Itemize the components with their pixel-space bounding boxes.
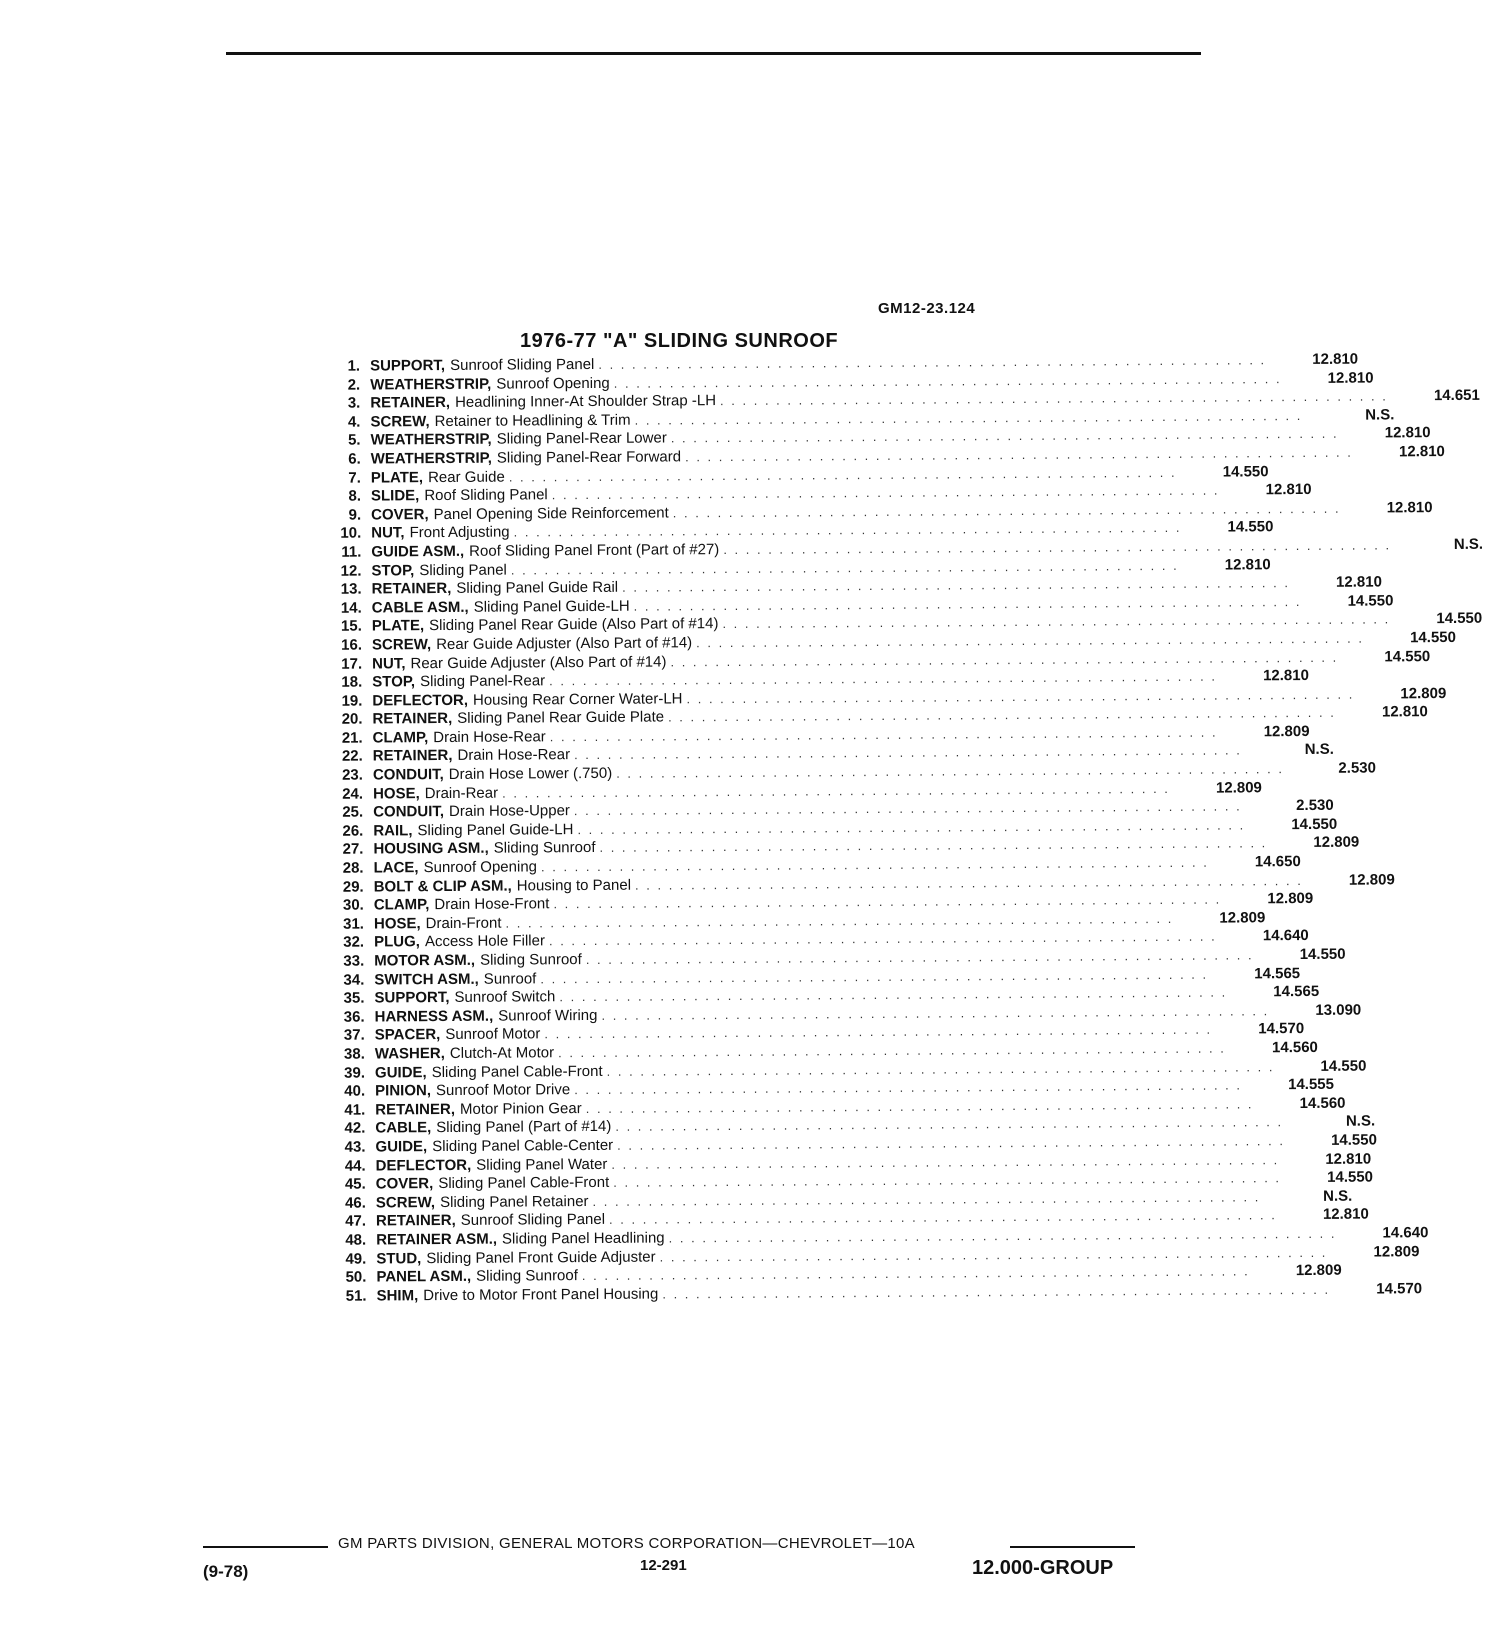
- part-description: Sliding Panel Front Guide Adjuster: [426, 1248, 656, 1267]
- part-description: Sliding Panel Rear Guide Plate: [457, 708, 665, 728]
- part-description: Sunroof Sliding Panel: [460, 1211, 606, 1230]
- part-name: CONDUIT,: [373, 803, 445, 821]
- dot-leader: . . . . . . . . . . . . . . . . . . . . . . . . . . . . . . . . . . . . . . . . . . . . . . . . . . . . . . . . . . . .: [502, 780, 1170, 801]
- dot-leader: . . . . . . . . . . . . . . . . . . . . . . . . . . . . . . . . . . . . . . . . . . . . . . . . . . . . . . . . . . . .: [581, 1263, 1250, 1284]
- part-group-number: 14.550: [1436, 610, 1483, 628]
- part-name: DEFLECTOR,: [375, 1156, 472, 1175]
- part-name: PLATE,: [371, 617, 425, 635]
- part-group-number: 12.810: [1262, 667, 1310, 685]
- part-number: 41.: [344, 1101, 366, 1119]
- part-number: 44.: [344, 1157, 366, 1175]
- part-group-number: 12.809: [1267, 890, 1314, 908]
- part-group-number: 12.809: [1313, 834, 1360, 852]
- part-number: 34.: [343, 971, 365, 989]
- part-name: PINION,: [375, 1082, 432, 1100]
- part-group-number: 14.565: [1273, 983, 1320, 1001]
- dot-leader: . . . . . . . . . . . . . . . . . . . . . . . . . . . . . . . . . . . . . . . . . . . . . . . . . . . . . . . . . . . .: [592, 1189, 1261, 1209]
- part-description: Sliding Panel Cable-Front: [438, 1173, 610, 1193]
- part-name: STUD,: [376, 1249, 422, 1267]
- dot-leader: . . . . . . . . . . . . . . . . . . . . . . . . . . . . . . . . . . . . . . . . . . . . . . . . . . . . . . . . . . . .: [608, 1207, 1277, 1228]
- part-description: Sliding Panel: [419, 561, 507, 579]
- part-description: Sliding Panel Cable-Front: [431, 1062, 603, 1081]
- footer-rule-right: [1010, 1546, 1135, 1548]
- part-description: Housing Rear Corner Water-LH: [472, 690, 683, 709]
- part-group-number: 14.560: [1299, 1094, 1346, 1112]
- part-number: 15.: [340, 617, 362, 636]
- dot-leader: . . . . . . . . . . . . . . . . . . . . . . . . . . . . . . . . . . . . . . . . . . . . . . . . . . . . . . . . . . . .: [667, 705, 1336, 725]
- part-name: SLIDE,: [370, 487, 420, 505]
- part-group-number: 14.640: [1262, 927, 1309, 945]
- part-group-number: 12.809: [1373, 1242, 1420, 1261]
- part-name: PANEL ASM.,: [376, 1267, 472, 1286]
- part-name: LACE,: [373, 859, 419, 877]
- part-description: Panel Opening Side Reinforcement: [433, 504, 669, 523]
- dot-leader: . . . . . . . . . . . . . . . . . . . . . . . . . . . . . . . . . . . . . . . . . . . . . . . . . . . . . . . . . . . .: [548, 929, 1217, 949]
- part-group-number: 14.550: [1330, 1131, 1377, 1149]
- part-name: RETAINER,: [372, 747, 453, 765]
- part-number: 37.: [343, 1026, 365, 1045]
- dot-leader: . . . . . . . . . . . . . . . . . . . . . . . . . . . . . . . . . . . . . . . . . . . . . . . . . . . . . . . . . . . .: [616, 761, 1285, 781]
- part-group-number: N.S.: [1365, 406, 1395, 424]
- dot-leader: . . . . . . . . . . . . . . . . . . . . . . . . . . . . . . . . . . . . . . . . . . . . . . . . . . . . . . . . . . . .: [686, 686, 1355, 706]
- part-name: SUPPORT,: [374, 989, 450, 1007]
- part-group-number: 12.810: [1381, 703, 1428, 721]
- dot-leader: . . . . . . . . . . . . . . . . . . . . . . . . . . . . . . . . . . . . . . . . . . . . . . . . . . . . . . . . . . . .: [551, 482, 1220, 503]
- part-group-number: 12.810: [1265, 481, 1312, 499]
- part-row: [306, 1279, 1423, 1306]
- part-description: Roof Sliding Panel Front (Part of #27): [469, 541, 720, 560]
- part-name: DEFLECTOR,: [372, 691, 469, 710]
- dot-leader: . . . . . . . . . . . . . . . . . . . . . . . . . . . . . . . . . . . . . . . . . . . . . . . . . . . . . . . . . . . .: [622, 575, 1290, 595]
- dot-leader: . . . . . . . . . . . . . . . . . . . . . . . . . . . . . . . . . . . . . . . . . . . . . . . . . . . . . . . . . . . .: [615, 1114, 1284, 1135]
- part-group-number: 12.809: [1295, 1261, 1342, 1280]
- dot-leader: . . . . . . . . . . . . . . . . . . . . . . . . . . . . . . . . . . . . . . . . . . . . . . . . . . . . . . . . . . . .: [559, 984, 1228, 1005]
- part-description: Drive to Motor Front Panel Housing: [423, 1285, 659, 1304]
- part-number: 25.: [342, 803, 364, 821]
- part-group-number: 12.809: [1400, 684, 1447, 703]
- part-name: WEATHERSTRIP,: [370, 431, 492, 449]
- dot-leader: . . . . . . . . . . . . . . . . . . . . . . . . . . . . . . . . . . . . . . . . . . . . . . . . . . . . . . . . . . . .: [544, 1022, 1213, 1042]
- part-name: HOSE,: [373, 914, 421, 933]
- part-number: 46.: [344, 1194, 366, 1212]
- part-name: RETAINER,: [375, 1100, 456, 1119]
- part-name: COVER,: [375, 1175, 434, 1193]
- part-name: COVER,: [371, 505, 429, 524]
- part-group-number: N.S.: [1345, 1112, 1376, 1131]
- part-description: Sliding Panel Guide Rail: [456, 578, 619, 598]
- dot-leader: . . . . . . . . . . . . . . . . . . . . . . . . . . . . . . . . . . . . . . . . . . . . . . . . . . . . . . . . . . . .: [598, 352, 1267, 372]
- part-number: 10.: [340, 524, 362, 543]
- part-name: HARNESS ASM.,: [374, 1007, 494, 1026]
- part-description: Sliding Panel Cable-Center: [432, 1136, 614, 1156]
- part-description: Sliding Panel Guide-LH: [417, 820, 574, 840]
- dot-leader: . . . . . . . . . . . . . . . . . . . . . . . . . . . . . . . . . . . . . . . . . . . . . . . . . . . . . . . . . . . .: [510, 557, 1179, 578]
- dot-leader: . . . . . . . . . . . . . . . . . . . . . . . . . . . . . . . . . . . . . . . . . . . . . . . . . . . . . . . . . . . .: [662, 1281, 1331, 1302]
- part-name: STOP,: [372, 673, 416, 691]
- dot-leader: . . . . . . . . . . . . . . . . . . . . . . . . . . . . . . . . . . . . . . . . . . . . . . . . . . . . . . . . . . . .: [540, 854, 1209, 875]
- part-name: CABLE ASM.,: [371, 598, 469, 617]
- part-name: RETAINER,: [375, 1212, 456, 1230]
- part-number: 21.: [341, 729, 363, 747]
- dot-leader: . . . . . . . . . . . . . . . . . . . . . . . . . . . . . . . . . . . . . . . . . . . . . . . . . . . . . . . . . . . .: [659, 1244, 1328, 1265]
- part-group-number: 2.530: [1338, 759, 1377, 777]
- part-group-number: 14.651: [1433, 386, 1480, 405]
- part-description: Sunroof Opening: [496, 374, 610, 393]
- dot-leader: . . . . . . . . . . . . . . . . . . . . . . . . . . . . . . . . . . . . . . . . . . . . . . . . . . . . . . . . . . . .: [574, 1077, 1243, 1098]
- part-group-number: 14.640: [1382, 1224, 1429, 1242]
- part-name: HOSE,: [372, 784, 420, 803]
- part-group-number: 14.570: [1258, 1020, 1305, 1038]
- part-group-number: 12.809: [1215, 778, 1262, 797]
- dot-leader: . . . . . . . . . . . . . . . . . . . . . . . . . . . . . . . . . . . . . . . . . . . . . . . . . . . . . . . . . . . .: [513, 520, 1182, 540]
- part-group-number: 14.550: [1409, 628, 1457, 647]
- dot-leader: . . . . . . . . . . . . . . . . . . . . . . . . . . . . . . . . . . . . . . . . . . . . . . . . . . . . . . . . . . . .: [585, 947, 1254, 968]
- part-number: 28.: [342, 859, 364, 877]
- part-name: SCREW,: [370, 412, 430, 431]
- part-name: RETAINER,: [370, 394, 451, 412]
- part-number: 23.: [341, 766, 363, 784]
- part-number: 6.: [348, 450, 361, 468]
- part-group-number: 12.810: [1384, 424, 1431, 442]
- dot-leader: . . . . . . . . . . . . . . . . . . . . . . . . . . . . . . . . . . . . . . . . . . . . . . . . . . . . . . . . . . . .: [668, 1225, 1337, 1246]
- part-description: Sliding Sunroof: [493, 839, 596, 858]
- part-name: PLATE,: [370, 468, 424, 487]
- dot-leader: . . . . . . . . . . . . . . . . . . . . . . . . . . . . . . . . . . . . . . . . . . . . . . . . . . . . . . . . . . . .: [670, 426, 1339, 446]
- part-group-number: 12.810: [1398, 442, 1445, 461]
- part-group-number: 14.550: [1227, 518, 1274, 536]
- part-number: 9.: [348, 506, 362, 524]
- part-group-number: 12.809: [1219, 909, 1266, 927]
- dot-leader: . . . . . . . . . . . . . . . . . . . . . . . . . . . . . . . . . . . . . . . . . . . . . . . . . . . . . . . . . . . .: [606, 1058, 1275, 1079]
- part-description: Sliding Panel Retainer: [440, 1192, 589, 1211]
- part-name: BOLT & CLIP ASM.,: [373, 877, 512, 896]
- part-group-number: 12.810: [1325, 1150, 1372, 1168]
- part-group-number: 14.560: [1271, 1038, 1318, 1057]
- dot-leader: . . . . . . . . . . . . . . . . . . . . . . . . . . . . . . . . . . . . . . . . . . . . . . . . . . . . . . . . . . . .: [696, 630, 1365, 651]
- part-name: SWITCH ASM.,: [374, 970, 479, 989]
- dot-leader: . . . . . . . . . . . . . . . . . . . . . . . . . . . . . . . . . . . . . . . . . . . . . . . . . . . . . . . . . . . .: [613, 370, 1282, 391]
- part-name: WEATHERSTRIP,: [370, 375, 492, 394]
- part-name: NUT,: [372, 654, 406, 673]
- part-number: 30.: [342, 896, 364, 914]
- part-description: Drain-Front: [425, 914, 502, 932]
- part-description: Access Hole Filler: [424, 932, 546, 951]
- part-group-number: 12.809: [1263, 722, 1310, 741]
- part-description: Sliding Panel (Part of #14): [436, 1118, 612, 1137]
- part-group-number: 12.809: [1348, 870, 1395, 889]
- part-description: Rear Guide: [428, 468, 505, 486]
- part-number: 12.: [340, 562, 362, 580]
- part-number: 32.: [343, 933, 365, 952]
- part-number: 17.: [341, 655, 363, 673]
- dot-leader: . . . . . . . . . . . . . . . . . . . . . . . . . . . . . . . . . . . . . . . . . . . . . . . . . . . . . . . . . . . .: [613, 1170, 1282, 1190]
- part-number: 22.: [341, 748, 363, 766]
- part-number: 24.: [342, 785, 364, 803]
- part-number: 7.: [348, 469, 361, 487]
- part-description: Rear Guide Adjuster (Also Part of #14): [410, 652, 667, 672]
- part-description: Sunroof Opening: [423, 858, 538, 877]
- dot-leader: . . . . . . . . . . . . . . . . . . . . . . . . . . . . . . . . . . . . . . . . . . . . . . . . . . . . . . . . . . . .: [617, 1133, 1285, 1153]
- page-title: 1976-77 "A" SLIDING SUNROOF: [520, 330, 839, 352]
- part-number: 5.: [348, 431, 361, 450]
- part-group-number: 14.550: [1299, 945, 1346, 964]
- part-name: MOTOR ASM.,: [374, 951, 476, 970]
- part-description: Sliding Panel Headlining: [501, 1229, 665, 1248]
- part-group-number: 14.555: [1288, 1075, 1335, 1094]
- part-number: 45.: [344, 1175, 366, 1193]
- dot-leader: . . . . . . . . . . . . . . . . . . . . . . . . . . . . . . . . . . . . . . . . . . . . . . . . . . . . . . . . . . . .: [599, 835, 1268, 856]
- part-name: PLUG,: [374, 933, 420, 951]
- dot-leader: . . . . . . . . . . . . . . . . . . . . . . . . . . . . . . . . . . . . . . . . . . . . . . . . . . . . . . . . . . . .: [672, 500, 1341, 521]
- part-description: Sunroof Switch: [454, 988, 556, 1007]
- part-name: SCREW,: [371, 635, 432, 654]
- part-description: Housing to Panel: [516, 876, 632, 895]
- part-description: Front Adjusting: [409, 523, 510, 542]
- part-group-number: 12.810: [1224, 555, 1271, 574]
- part-number: 31.: [343, 915, 365, 933]
- part-number: 29.: [342, 878, 364, 896]
- footer-group: 12.000-GROUP: [972, 1557, 1114, 1579]
- dot-leader: . . . . . . . . . . . . . . . . . . . . . . . . . . . . . . . . . . . . . . . . . . . . . . . . . . . . . . . . . . . .: [585, 1096, 1254, 1116]
- dot-leader: . . . . . . . . . . . . . . . . . . . . . . . . . . . . . . . . . . . . . . . . . . . . . . . . . . . . . . . . . . . .: [685, 444, 1353, 465]
- dot-leader: . . . . . . . . . . . . . . . . . . . . . . . . . . . . . . . . . . . . . . . . . . . . . . . . . . . . . . . . . . . .: [553, 891, 1222, 912]
- top-rule: [226, 52, 1201, 55]
- part-number: 16.: [341, 636, 363, 654]
- dot-leader: . . . . . . . . . . . . . . . . . . . . . . . . . . . . . . . . . . . . . . . . . . . . . . . . . . . . . . . . . . . .: [722, 611, 1391, 632]
- part-number: 35.: [343, 989, 365, 1007]
- part-description: Sunroof Wiring: [498, 1006, 598, 1025]
- part-group-number: 13.090: [1315, 1001, 1362, 1019]
- part-description: Rear Guide Adjuster (Also Part of #14): [436, 634, 693, 653]
- part-number: 47.: [345, 1212, 367, 1231]
- dot-leader: . . . . . . . . . . . . . . . . . . . . . . . . . . . . . . . . . . . . . . . . . . . . . . . . . . . . . . . . . . . .: [611, 1151, 1280, 1172]
- part-name: CABLE,: [375, 1119, 432, 1137]
- part-number: 42.: [344, 1119, 366, 1138]
- part-name: SUPPORT,: [369, 356, 446, 375]
- part-description: Sliding Panel-Rear: [420, 672, 546, 691]
- part-number: 4.: [347, 413, 361, 431]
- part-number: 2.: [347, 376, 361, 394]
- part-group-number: 14.550: [1222, 462, 1269, 481]
- part-name: GUIDE,: [374, 1063, 427, 1082]
- part-description: Sliding Panel Water: [476, 1155, 608, 1174]
- part-description: Clutch-At Motor: [449, 1044, 555, 1062]
- part-name: WASHER,: [374, 1044, 445, 1063]
- part-description: Drain-Rear: [424, 784, 499, 802]
- part-group-number: 14.650: [1254, 853, 1301, 871]
- part-number: 43.: [344, 1138, 366, 1156]
- part-number: 8.: [348, 487, 362, 505]
- part-description: Headlining Inner-At Shoulder Strap -LH: [454, 392, 717, 412]
- dot-leader: . . . . . . . . . . . . . . . . . . . . . . . . . . . . . . . . . . . . . . . . . . . . . . . . . . . . . . . . . . . .: [601, 1003, 1270, 1023]
- part-group-number: 14.550: [1384, 647, 1431, 665]
- part-description: Sunroof Motor: [445, 1025, 541, 1044]
- dot-leader: . . . . . . . . . . . . . . . . . . . . . . . . . . . . . . . . . . . . . . . . . . . . . . . . . . . . . . . . . . . .: [723, 537, 1392, 557]
- part-description: Drain Hose-Rear: [433, 728, 546, 746]
- part-group-number: 14.565: [1254, 964, 1301, 982]
- part-description: Motor Pinion Gear: [459, 1099, 582, 1118]
- dot-leader: . . . . . . . . . . . . . . . . . . . . . . . . . . . . . . . . . . . . . . . . . . . . . . . . . . . . . . . . . . . .: [634, 407, 1303, 428]
- part-number: 3.: [347, 394, 361, 412]
- part-number: 20.: [341, 710, 363, 728]
- part-number: 27.: [342, 841, 364, 859]
- part-description: Sliding Panel Guide-LH: [473, 597, 630, 616]
- part-description: Sliding Panel Rear Guide (Also Part of #14): [429, 615, 719, 635]
- page-number: 12-291: [640, 1557, 687, 1574]
- dot-leader: . . . . . . . . . . . . . . . . . . . . . . . . . . . . . . . . . . . . . . . . . . . . . . . . . . . . . . . . . . . .: [558, 1040, 1226, 1061]
- part-description: Sunroof: [483, 969, 537, 988]
- part-number: 51.: [345, 1287, 367, 1305]
- part-name: WEATHERSTRIP,: [370, 449, 492, 468]
- part-description: Drain Hose-Upper: [448, 802, 570, 821]
- part-name: STOP,: [371, 561, 415, 580]
- part-name: RETAINER,: [371, 580, 452, 598]
- part-group-number: N.S.: [1304, 741, 1334, 759]
- part-number: 33.: [343, 952, 365, 970]
- part-name: NUT,: [371, 524, 405, 542]
- dot-leader: . . . . . . . . . . . . . . . . . . . . . . . . . . . . . . . . . . . . . . . . . . . . . . . . . . . . . . . . . . . .: [573, 798, 1242, 819]
- dot-leader: . . . . . . . . . . . . . . . . . . . . . . . . . . . . . . . . . . . . . . . . . . . . . . . . . . . . . . . . . . . .: [505, 910, 1174, 931]
- part-number: 11.: [341, 543, 362, 561]
- part-description: Sliding Panel-Rear Lower: [496, 429, 667, 449]
- part-group-number: 14.550: [1320, 1057, 1367, 1075]
- part-group-number: 12.810: [1312, 350, 1359, 368]
- part-description: Sliding Sunroof: [476, 1267, 578, 1285]
- part-name: GUIDE ASM.,: [371, 542, 465, 561]
- part-name: RETAINER ASM.,: [376, 1230, 498, 1249]
- dot-leader: . . . . . . . . . . . . . . . . . . . . . . . . . . . . . . . . . . . . . . . . . . . . . . . . . . . . . . . . . . . .: [670, 649, 1339, 669]
- part-number: 1.: [347, 357, 361, 375]
- part-name: CONDUIT,: [372, 766, 444, 784]
- part-name: SCREW,: [375, 1193, 436, 1212]
- part-description: Sliding Sunroof: [479, 951, 582, 969]
- dot-leader: . . . . . . . . . . . . . . . . . . . . . . . . . . . . . . . . . . . . . . . . . . . . . . . . . . . . . . . . . . . .: [634, 872, 1303, 893]
- footer-rule-left: [203, 1546, 328, 1548]
- dot-leader: . . . . . . . . . . . . . . . . . . . . . . . . . . . . . . . . . . . . . . . . . . . . . . . . . . . . . . . . . . . .: [508, 464, 1177, 485]
- part-description: Sunroof Motor Drive: [435, 1081, 571, 1100]
- part-name: SHIM,: [376, 1286, 419, 1305]
- part-group-number: 14.550: [1347, 592, 1394, 610]
- dot-leader: . . . . . . . . . . . . . . . . . . . . . . . . . . . . . . . . . . . . . . . . . . . . . . . . . . . . . . . . . . . .: [577, 817, 1246, 837]
- footer-date: (9-78): [203, 1562, 249, 1581]
- part-description: Sliding Panel-Rear Forward: [496, 448, 682, 467]
- part-description: Drain Hose Lower (.750): [448, 764, 613, 784]
- footer-publisher: GM PARTS DIVISION, GENERAL MOTORS CORPORATION—CHEVROLET—10A: [338, 1535, 915, 1552]
- part-number: 50.: [345, 1268, 367, 1286]
- part-number: 18.: [341, 673, 363, 691]
- part-name: GUIDE,: [375, 1138, 428, 1156]
- part-description: Retainer to Headlining & Trim: [434, 411, 631, 430]
- dot-leader: . . . . . . . . . . . . . . . . . . . . . . . . . . . . . . . . . . . . . . . . . . . . . . . . . . . . . . . . . . . .: [549, 724, 1218, 745]
- dot-leader: . . . . . . . . . . . . . . . . . . . . . . . . . . . . . . . . . . . . . . . . . . . . . . . . . . . . . . . . . . . .: [719, 388, 1388, 409]
- part-number: 38.: [343, 1045, 365, 1063]
- part-group-number: 14.550: [1327, 1168, 1374, 1186]
- dot-leader: . . . . . . . . . . . . . . . . . . . . . . . . . . . . . . . . . . . . . . . . . . . . . . . . . . . . . . . . . . . .: [633, 593, 1302, 614]
- part-group-number: 14.570: [1376, 1279, 1423, 1298]
- part-group-number: 12.810: [1386, 498, 1433, 517]
- dot-leader: . . . . . . . . . . . . . . . . . . . . . . . . . . . . . . . . . . . . . . . . . . . . . . . . . . . . . . . . . . . .: [549, 668, 1217, 689]
- part-description: Drain Hose-Front: [434, 895, 550, 914]
- document-code: GM12-23.124: [878, 300, 976, 317]
- part-description: Sunroof Sliding Panel: [450, 355, 595, 374]
- part-group-number: N.S.: [1323, 1187, 1353, 1205]
- part-group-number: 12.810: [1322, 1205, 1369, 1224]
- dot-leader: . . . . . . . . . . . . . . . . . . . . . . . . . . . . . . . . . . . . . . . . . . . . . . . . . . . . . . . . . . . .: [574, 742, 1242, 763]
- part-group-number: N.S.: [1453, 535, 1484, 553]
- part-name: HOUSING ASM.,: [373, 840, 489, 858]
- parts-list: [300, 350, 1484, 1307]
- part-number: 36.: [343, 1008, 365, 1026]
- part-description: Drain Hose-Rear: [457, 746, 571, 765]
- part-group-number: 2.530: [1296, 797, 1334, 815]
- part-name: CLAMP,: [372, 728, 429, 747]
- part-number: 26.: [342, 822, 364, 840]
- part-number: 13.: [340, 580, 362, 598]
- part-number: 39.: [344, 1064, 366, 1082]
- part-name: RETAINER,: [372, 710, 453, 728]
- part-group-number: 12.810: [1335, 573, 1382, 591]
- part-description: Roof Sliding Panel: [424, 486, 548, 505]
- part-name: RAIL,: [373, 822, 413, 840]
- part-number: 48.: [345, 1231, 367, 1249]
- part-name: SPACER,: [374, 1026, 441, 1044]
- part-number: 19.: [341, 692, 363, 710]
- part-group-number: 14.550: [1291, 815, 1338, 833]
- part-group-number: 12.810: [1327, 369, 1374, 387]
- part-number: 40.: [344, 1082, 366, 1100]
- dot-leader: . . . . . . . . . . . . . . . . . . . . . . . . . . . . . . . . . . . . . . . . . . . . . . . . . . . . . . . . . . . .: [540, 966, 1209, 986]
- part-number: 14.: [340, 599, 362, 617]
- part-number: 49.: [345, 1250, 367, 1268]
- part-name: CLAMP,: [373, 896, 430, 914]
